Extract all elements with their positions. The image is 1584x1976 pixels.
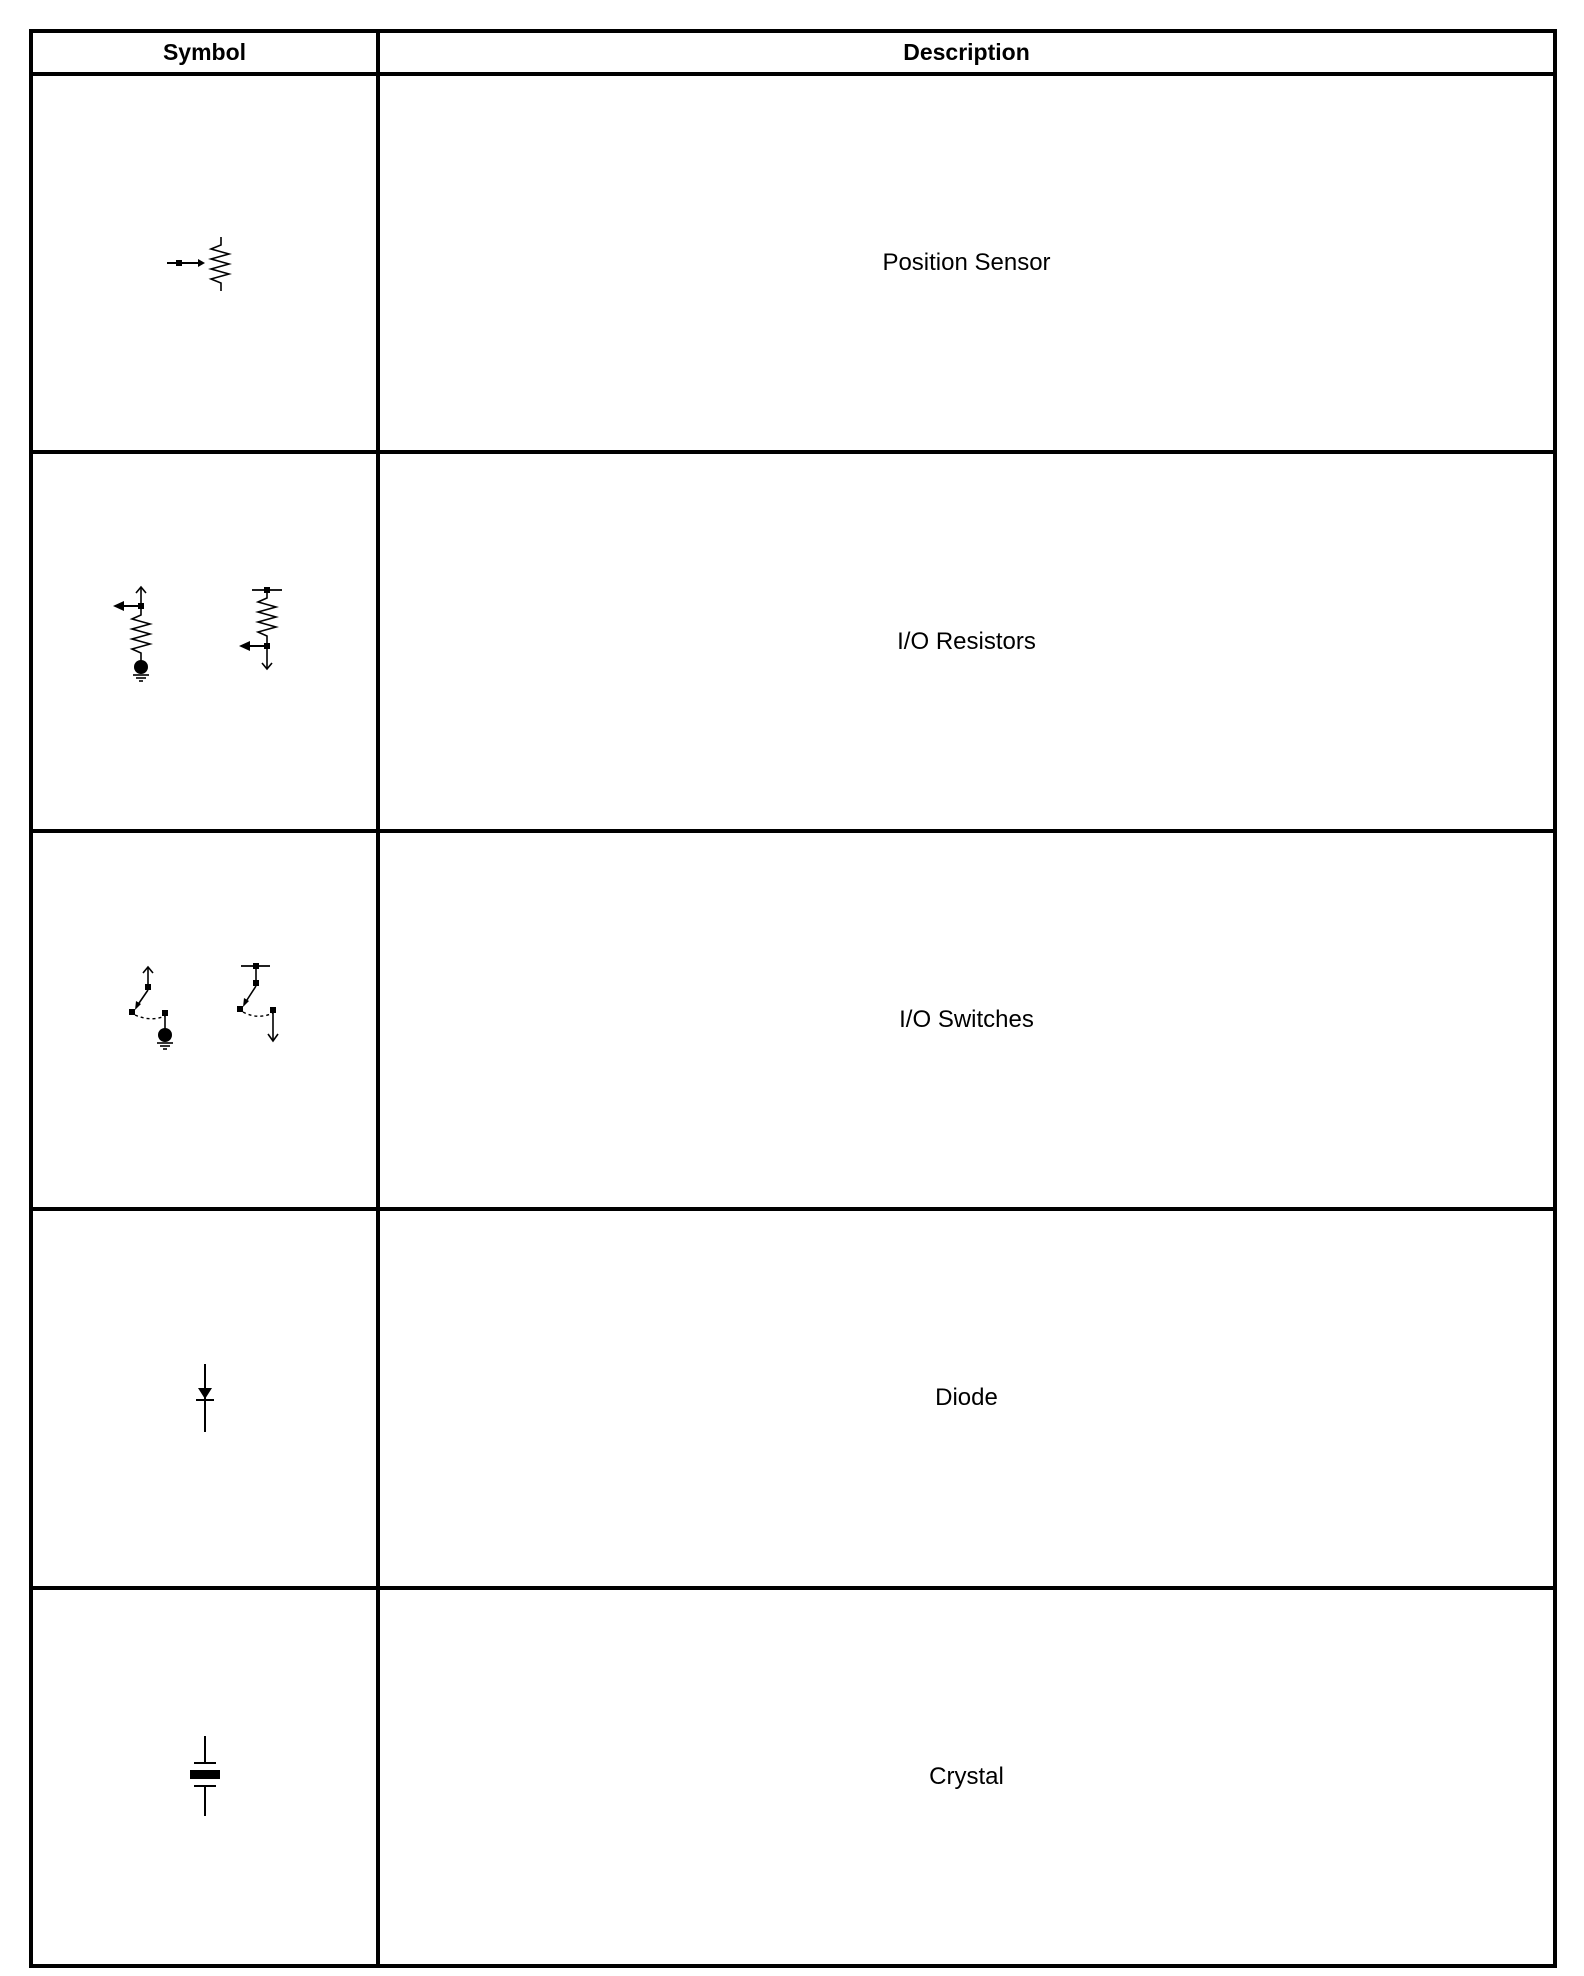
symbol-cell bbox=[31, 1209, 378, 1587]
table-row bbox=[31, 1209, 1555, 1587]
table-row bbox=[31, 1588, 1555, 1966]
diode-icon bbox=[185, 1358, 225, 1438]
symbol-cell bbox=[31, 1588, 378, 1966]
io-switches-icon bbox=[103, 960, 303, 1080]
position-sensor-icon bbox=[153, 223, 253, 303]
table-row bbox=[31, 74, 1555, 452]
table-header-row bbox=[31, 31, 1555, 74]
description-cell: I/O Switches bbox=[378, 831, 1555, 1209]
description-column-header: Description bbox=[378, 31, 1555, 74]
io-resistors-icon bbox=[97, 582, 297, 702]
crystal-icon bbox=[180, 1732, 230, 1822]
table-row bbox=[31, 452, 1555, 830]
description-cell: Crystal bbox=[378, 1588, 1555, 1966]
table-row bbox=[31, 831, 1555, 1209]
symbol-column-header: Symbol bbox=[31, 31, 378, 74]
symbol-cell bbox=[31, 74, 378, 452]
description-cell: Diode bbox=[378, 1209, 1555, 1587]
symbol-cell bbox=[31, 831, 378, 1209]
description-cell: I/O Resistors bbox=[378, 452, 1555, 830]
symbol-cell bbox=[31, 452, 378, 830]
description-cell: Position Sensor bbox=[378, 74, 1555, 452]
symbol-legend-table bbox=[29, 29, 1557, 1968]
